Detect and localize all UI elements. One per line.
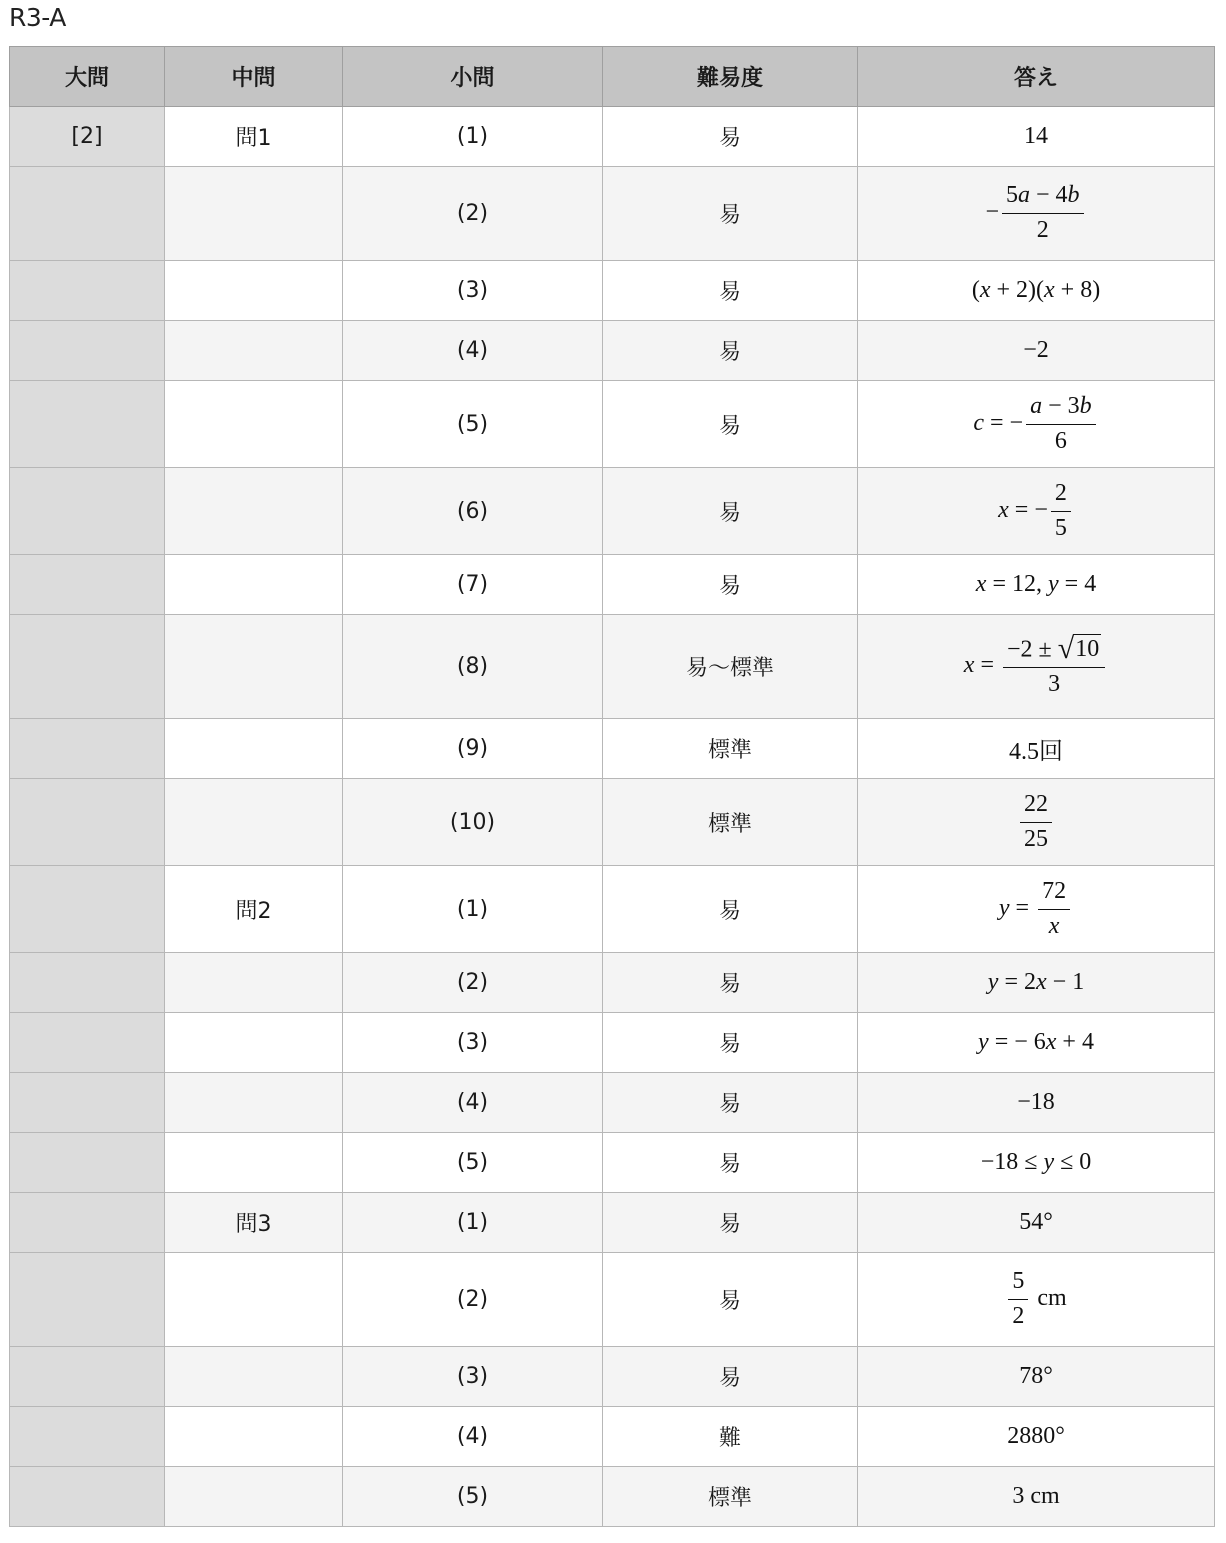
table-row — [10, 779, 1215, 866]
header-shomon: 小問 — [343, 47, 603, 107]
daimon-cell — [10, 1467, 165, 1527]
daimon-cell — [10, 1013, 165, 1073]
shomon-cell: (4) — [343, 1073, 603, 1133]
answer-math: x = − $\frac{2}{5}$ — [998, 497, 1074, 523]
shomon-cell: (1) — [343, 1193, 603, 1253]
shomon-cell: (3) — [343, 1347, 603, 1407]
nanido-cell: 易 — [603, 1013, 858, 1073]
chumon-cell — [165, 1073, 343, 1133]
nanido-cell: 易 — [603, 953, 858, 1013]
table-row — [10, 1013, 1215, 1073]
shomon-cell: (4) — [343, 1407, 603, 1467]
answer-cell — [858, 1013, 1215, 1073]
daimon-cell — [10, 261, 165, 321]
table-row — [10, 555, 1215, 615]
daimon-cell — [10, 1073, 165, 1133]
daimon-cell — [10, 1133, 165, 1193]
nanido-cell: 易 — [603, 381, 858, 468]
chumon-cell — [165, 1467, 343, 1527]
chumon-cell — [165, 1133, 343, 1193]
daimon-cell: [2] — [10, 107, 165, 167]
shomon-cell: (5) — [343, 1133, 603, 1193]
answer-cell — [858, 1253, 1215, 1347]
shomon-cell: (7) — [343, 555, 603, 615]
table-row — [10, 468, 1215, 555]
answer-math: 2880° — [1007, 1423, 1065, 1449]
answer-math: 14 — [1024, 123, 1048, 149]
shomon-cell: (10) — [343, 779, 603, 866]
answer-math: y = − 6x + 4 — [978, 1029, 1094, 1055]
chumon-cell — [165, 167, 343, 261]
nanido-cell: 易 — [603, 321, 858, 381]
nanido-cell: 易 — [603, 261, 858, 321]
answer-math: −2 — [1023, 337, 1049, 363]
header-chumon: 中問 — [165, 47, 343, 107]
daimon-cell — [10, 321, 165, 381]
answer-cell — [858, 1467, 1215, 1527]
table-row — [10, 167, 1215, 261]
answer-cell — [858, 1133, 1215, 1193]
chumon-cell — [165, 1253, 343, 1347]
daimon-cell — [10, 1253, 165, 1347]
chumon-cell: 問1 — [165, 107, 343, 167]
daimon-cell — [10, 615, 165, 719]
header-daimon: 大問 — [10, 47, 165, 107]
nanido-cell: 易 — [603, 1347, 858, 1407]
daimon-cell — [10, 779, 165, 866]
answer-cell — [858, 779, 1215, 866]
table-row — [10, 1407, 1215, 1467]
answer-cell — [858, 953, 1215, 1013]
chumon-cell — [165, 1407, 343, 1467]
shomon-cell: (5) — [343, 1467, 603, 1527]
answer-cell — [858, 381, 1215, 468]
shomon-cell: (2) — [343, 1253, 603, 1347]
table-row — [10, 866, 1215, 953]
nanido-cell: 易 — [603, 555, 858, 615]
answer-cell — [858, 321, 1215, 381]
answer-math: − $\frac{5a - 4b}{2}$ — [985, 199, 1086, 225]
nanido-cell: 易〜標準 — [603, 615, 858, 719]
table-row — [10, 321, 1215, 381]
chumon-cell — [165, 381, 343, 468]
shomon-cell: (3) — [343, 1013, 603, 1073]
answer-math: c = − $\frac{a - 3b}{6}$ — [973, 410, 1098, 436]
answer-cell — [858, 1193, 1215, 1253]
table-row — [10, 719, 1215, 779]
chumon-cell — [165, 321, 343, 381]
table-row — [10, 107, 1215, 167]
daimon-cell — [10, 167, 165, 261]
chumon-cell — [165, 719, 343, 779]
answer-math: y = $\frac{72}{x}$ — [999, 895, 1073, 921]
answer-cell — [858, 866, 1215, 953]
daimon-cell — [10, 1347, 165, 1407]
table-row — [10, 381, 1215, 468]
answer-cell — [858, 1407, 1215, 1467]
chumon-cell — [165, 1347, 343, 1407]
shomon-cell: (5) — [343, 381, 603, 468]
nanido-cell: 易 — [603, 1073, 858, 1133]
answer-math: −18 ≤ y ≤ 0 — [980, 1149, 1092, 1175]
table-row — [10, 1073, 1215, 1133]
answer-math: 4.5回 — [1009, 739, 1063, 765]
header-nanido: 難易度 — [603, 47, 858, 107]
shomon-cell: (1) — [343, 866, 603, 953]
daimon-cell — [10, 555, 165, 615]
table-row — [10, 1193, 1215, 1253]
chumon-cell — [165, 468, 343, 555]
chumon-cell — [165, 953, 343, 1013]
table-row — [10, 1253, 1215, 1347]
table-header-row — [10, 47, 1215, 107]
shomon-cell: (2) — [343, 953, 603, 1013]
answer-math: 3 cm — [1012, 1483, 1060, 1509]
answer-math: $\frac{22}{25}$ — [1017, 808, 1055, 834]
daimon-cell — [10, 719, 165, 779]
answer-math: x = 12, y = 4 — [975, 571, 1097, 597]
nanido-cell: 易 — [603, 1253, 858, 1347]
answer-math: $\frac{5}{2}$ cm — [1005, 1285, 1066, 1311]
answer-math: (x + 2)(x + 8) — [971, 277, 1101, 303]
answer-cell — [858, 1073, 1215, 1133]
header-answer: 答え — [858, 47, 1215, 107]
nanido-cell: 易 — [603, 167, 858, 261]
daimon-cell — [10, 953, 165, 1013]
answer-cell — [858, 167, 1215, 261]
nanido-cell: 易 — [603, 1193, 858, 1253]
daimon-cell — [10, 1193, 165, 1253]
answer-cell — [858, 1347, 1215, 1407]
chumon-cell — [165, 1013, 343, 1073]
shomon-cell: (9) — [343, 719, 603, 779]
chumon-cell — [165, 555, 343, 615]
chumon-cell — [165, 615, 343, 719]
shomon-cell: (8) — [343, 615, 603, 719]
table-row — [10, 1133, 1215, 1193]
daimon-cell — [10, 381, 165, 468]
nanido-cell: 標準 — [603, 779, 858, 866]
document-title: R3-A — [9, 3, 66, 32]
table-row — [10, 261, 1215, 321]
answer-math: x = −2 ± √ 10 3 — [964, 652, 1108, 678]
nanido-cell: 易 — [603, 866, 858, 953]
shomon-cell: (2) — [343, 167, 603, 261]
answer-cell — [858, 107, 1215, 167]
shomon-cell: (6) — [343, 468, 603, 555]
nanido-cell: 難 — [603, 1407, 858, 1467]
nanido-cell: 易 — [603, 468, 858, 555]
answer-cell — [858, 261, 1215, 321]
answer-math: y = 2x − 1 — [987, 969, 1085, 995]
table-row — [10, 1347, 1215, 1407]
daimon-cell — [10, 468, 165, 555]
table-row — [10, 615, 1215, 719]
chumon-cell: 問3 — [165, 1193, 343, 1253]
nanido-cell: 標準 — [603, 719, 858, 779]
answer-math: 78° — [1019, 1363, 1053, 1389]
answer-cell — [858, 615, 1215, 719]
nanido-cell: 易 — [603, 107, 858, 167]
shomon-cell: (1) — [343, 107, 603, 167]
table-row — [10, 953, 1215, 1013]
nanido-cell: 易 — [603, 1133, 858, 1193]
shomon-cell: (3) — [343, 261, 603, 321]
answer-math: 54° — [1019, 1209, 1053, 1235]
answer-cell — [858, 719, 1215, 779]
chumon-cell — [165, 779, 343, 866]
answer-cell — [858, 468, 1215, 555]
chumon-cell — [165, 261, 343, 321]
daimon-cell — [10, 1407, 165, 1467]
shomon-cell: (4) — [343, 321, 603, 381]
table-row — [10, 1467, 1215, 1527]
daimon-cell — [10, 866, 165, 953]
nanido-cell: 標準 — [603, 1467, 858, 1527]
answer-table — [9, 46, 1215, 1527]
chumon-cell: 問2 — [165, 866, 343, 953]
answer-cell — [858, 555, 1215, 615]
answer-math: −18 — [1017, 1089, 1055, 1115]
